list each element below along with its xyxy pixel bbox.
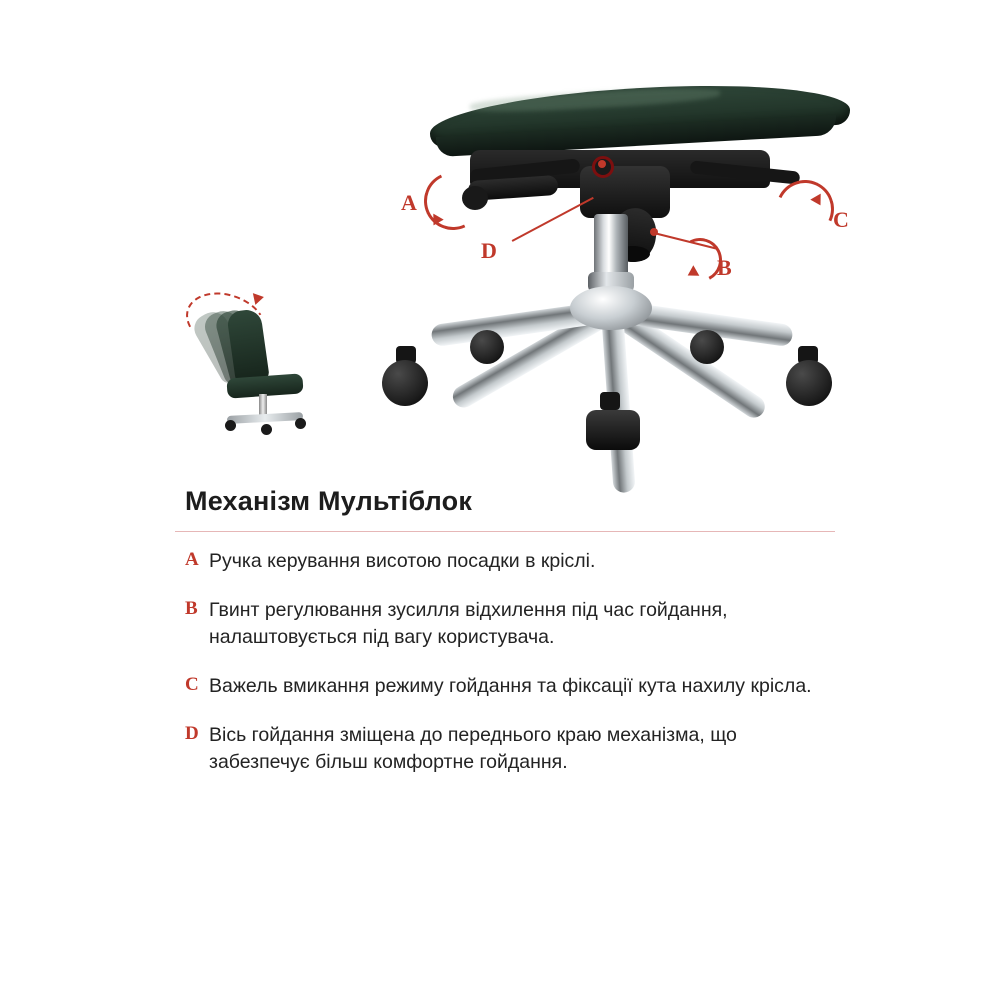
- leader-dot-b: [650, 228, 658, 236]
- title-divider: [175, 531, 835, 532]
- description-block: [175, 486, 835, 797]
- list-item-key: D: [185, 722, 199, 744]
- thumbnail-base: [227, 412, 303, 424]
- caster-wheel: [382, 360, 428, 406]
- list-item: [175, 597, 835, 651]
- caster-wheel: [586, 410, 640, 450]
- thumbnail-caster: [261, 424, 272, 435]
- list-item: [175, 548, 835, 575]
- thumbnail-caster: [225, 420, 236, 431]
- base-hub: [570, 286, 652, 330]
- page-title: Механізм Мультіблок: [185, 486, 473, 516]
- callout-letter-b: B: [717, 255, 732, 280]
- rocking-motion-arrowhead-icon: [253, 291, 265, 305]
- list-item-text: Важель вмикання режиму гойдання та фіксації кута нахилу крісла.: [209, 674, 812, 697]
- list-item-text: Вісь гойдання зміщена до переднього краю механізма, що забезпечує більш комфортне гойдання.: [209, 723, 737, 773]
- leader-dot-d: [598, 160, 606, 168]
- list-item-text: Гвинт регулювання зусилля відхилення під час гойдання, налаштовується під вагу користувача.: [209, 598, 728, 648]
- thumbnail-caster: [295, 418, 306, 429]
- list-item-key: A: [185, 549, 199, 570]
- list-item-key: B: [185, 597, 198, 619]
- leader-line-d: [512, 197, 594, 242]
- list-item-text: Ручка керування висотою посадки в кріслі.: [209, 550, 596, 572]
- caster-wheel: [786, 360, 832, 406]
- list-item: [175, 722, 835, 776]
- caster-stem: [600, 392, 620, 410]
- callout-letter-c: C: [833, 207, 849, 232]
- thumbnail-gas-lift: [259, 394, 267, 416]
- list-item-key: C: [185, 673, 199, 695]
- rotation-arrow-c: [768, 172, 842, 246]
- chair-rocking-thumbnail: [175, 290, 335, 430]
- callout-letter-a: A: [401, 190, 417, 215]
- callout-letter-d: D: [481, 238, 497, 263]
- mechanism-illustration: [0, 0, 1000, 470]
- list-item: [175, 673, 835, 700]
- caster-wheel: [690, 330, 724, 364]
- caster-wheel: [470, 330, 504, 364]
